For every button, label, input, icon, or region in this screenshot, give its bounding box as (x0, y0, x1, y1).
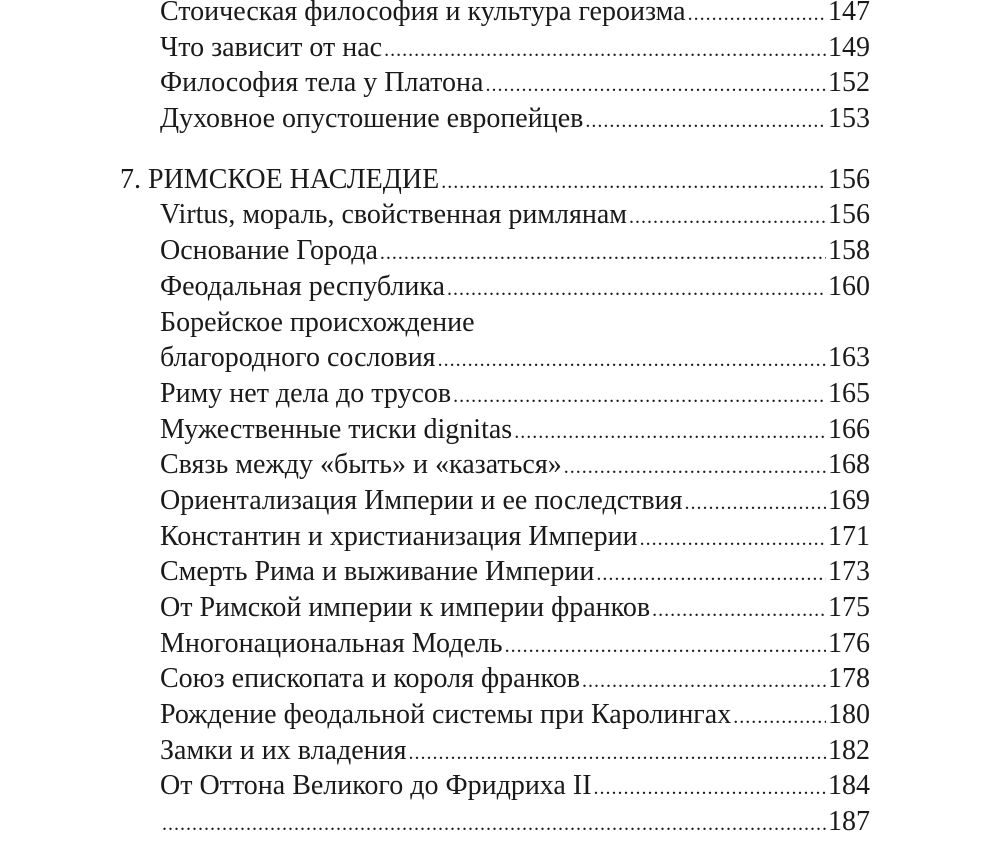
entry-page: 173 (828, 556, 870, 588)
dot-leader (441, 165, 826, 201)
entry-title: благородного сословия (160, 342, 436, 374)
entry-title: Философия тела у Платона (160, 67, 484, 99)
dot-leader (162, 807, 826, 843)
dot-leader (684, 486, 826, 522)
toc-entry (160, 101, 870, 137)
entry-page: 171 (828, 520, 870, 552)
entry-page: 156 (828, 199, 870, 231)
toc-entry (160, 626, 870, 662)
toc-entry (160, 0, 870, 30)
toc-entry (160, 519, 870, 555)
toc-entry (160, 697, 870, 733)
entry-page: 176 (828, 627, 870, 659)
entry-page: 149 (828, 31, 870, 63)
toc-entry (160, 30, 870, 66)
entry-page: 147 (828, 0, 870, 27)
entry-title: Риму нет дела до трусов (160, 377, 452, 409)
entry-page: 152 (828, 67, 870, 99)
entry-page: 169 (828, 484, 870, 516)
dot-leader (640, 522, 826, 558)
entry-page: 184 (828, 770, 870, 802)
toc-entry (160, 305, 870, 341)
entry-page: 180 (828, 699, 870, 731)
toc-entry (160, 233, 870, 269)
entry-title: Рождение феодальной системы при Каролингах (160, 699, 732, 731)
entry-page: 163 (828, 342, 870, 374)
dot-leader (409, 736, 826, 772)
entry-page: 165 (828, 377, 870, 409)
dot-leader (652, 593, 826, 629)
dot-leader (380, 236, 826, 272)
entry-page: 158 (828, 235, 870, 267)
entry-title: От Римской империи к империи франков (160, 592, 651, 623)
entry-page: 175 (828, 592, 870, 623)
toc-chapter (120, 162, 870, 198)
entry-title: Стоическая философия и культура героизма (160, 0, 686, 27)
dot-leader (453, 379, 826, 415)
toc-entry (160, 447, 870, 483)
entry-page: 153 (828, 103, 870, 135)
dot-leader (384, 33, 826, 69)
entry-title: Духовное опустошение европейцев (160, 103, 584, 135)
dot-leader (447, 272, 826, 308)
toc-entry (160, 412, 870, 448)
dot-leader (629, 200, 826, 236)
entry-title: Основание Города (160, 235, 378, 267)
toc-entry (160, 768, 870, 804)
entry-title: Союз епископата и короля франков (160, 663, 580, 695)
entry-page: 182 (828, 734, 870, 766)
entry-title: Что зависит от нас (160, 31, 383, 63)
toc-entry (160, 65, 870, 101)
entry-page: 178 (828, 663, 870, 695)
dot-leader (564, 450, 826, 486)
entry-page: 168 (828, 449, 870, 481)
dot-leader (485, 68, 826, 104)
dot-leader (596, 557, 826, 593)
entry-title: Борейское происхождение (160, 306, 475, 338)
toc-entry (160, 733, 870, 769)
dot-leader (585, 104, 826, 140)
toc-entry (160, 376, 870, 412)
dot-leader (688, 0, 826, 33)
entry-title: От Оттона Великого до Фридриха II (160, 770, 592, 802)
chapter-page: 156 (828, 163, 870, 195)
toc-entry (160, 590, 870, 626)
chapter-title: 7. РИМСКОЕ НАСЛЕДИЕ (120, 163, 440, 195)
entry-title: Константин и христианизация Империи (160, 520, 638, 552)
toc-entry (160, 269, 870, 305)
entry-title: Многонациональная Модель (160, 627, 503, 659)
entry-title: Смерть Рима и выживание Империи (160, 556, 595, 588)
dot-leader (505, 629, 826, 665)
toc-entry (160, 554, 870, 590)
toc-entry (160, 197, 870, 233)
entry-page: 187 (828, 806, 870, 838)
entry-title: Ориентализация Империи и ее последствия (160, 484, 683, 516)
toc-entry (160, 483, 870, 519)
entry-title: Мужественные тиски dignitas (160, 413, 513, 445)
dot-leader (514, 415, 826, 451)
entry-title: Virtus, мораль, свойственная римлянам (160, 199, 628, 231)
toc-entry (160, 661, 870, 697)
toc-entry (160, 804, 870, 840)
entry-title: Феодальная республика (160, 270, 445, 302)
toc-entry (160, 340, 870, 376)
dot-leader (733, 700, 826, 736)
dot-leader (594, 771, 826, 807)
entry-title: Замки и их владения (160, 734, 407, 766)
entry-title: Связь между «быть» и «казаться» (160, 449, 562, 481)
entry-page: 160 (828, 270, 870, 302)
dot-leader (438, 343, 826, 379)
dot-leader (582, 664, 826, 700)
entry-page: 166 (828, 413, 870, 445)
